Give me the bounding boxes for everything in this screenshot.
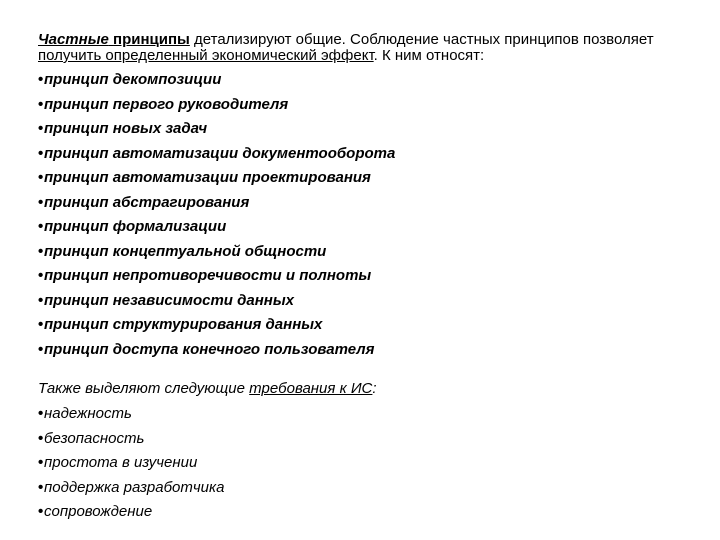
bullet-icon: • [38, 478, 44, 496]
intro-text-1: детализируют общие. Соблюдение частных принципов позволяет [189, 31, 654, 48]
bullet-icon: • [38, 242, 44, 260]
principle-item [38, 93, 708, 118]
bullet-icon: • [38, 71, 44, 88]
principle-item [38, 68, 708, 93]
requirement-text: сопровождение [44, 503, 153, 520]
principle-item [38, 313, 708, 338]
principle-item [38, 191, 708, 216]
bullet-icon: • [38, 120, 44, 137]
requirement-item [38, 402, 708, 427]
principle-item [38, 215, 708, 240]
requirement-text: простота в изучении [44, 454, 198, 471]
principle-text: принцип непротиворечивости и полноты [44, 267, 372, 284]
requirement-item [38, 427, 708, 452]
principles-list [38, 68, 708, 362]
requirement-item [38, 476, 708, 501]
requirement-text: надежность [44, 405, 132, 422]
requirement-item [38, 500, 708, 525]
bullet-icon: • [38, 429, 44, 447]
intro-paragraph [38, 32, 708, 64]
intro-term-italic: Частные [38, 31, 109, 48]
bullet-icon: • [38, 267, 44, 284]
principle-item [38, 117, 708, 142]
requirement-text: безопасность [44, 429, 145, 447]
bullet-icon: • [38, 193, 44, 211]
principle-text: принцип автоматизации проектирования [44, 169, 371, 186]
principle-text: принцип абстрагирования [44, 193, 250, 211]
bullet-icon: • [38, 340, 44, 358]
requirement-item [38, 451, 708, 476]
requirements-link[interactable]: требования к ИС [249, 380, 373, 397]
principle-item [38, 142, 708, 167]
section-gap [38, 362, 708, 380]
principle-text: принцип доступа конечного пользователя [44, 340, 375, 358]
principle-item [38, 264, 708, 289]
intro-term-bold: принципы [113, 31, 190, 48]
principle-text: принцип первого руководителя [44, 95, 289, 113]
bullet-icon: • [38, 316, 44, 333]
bullet-icon: • [38, 169, 44, 186]
principle-text: принцип концептуальной общности [44, 242, 327, 260]
intro-text-2: . К ним относят: [373, 47, 485, 64]
bullet-icon: • [38, 454, 44, 471]
bullet-icon: • [38, 218, 44, 235]
bullet-icon: • [38, 405, 44, 422]
bullet-icon: • [38, 503, 44, 520]
principle-item [38, 338, 708, 363]
principle-item [38, 289, 708, 314]
requirements-heading [38, 380, 708, 398]
principle-text: принцип автоматизации документооборота [44, 144, 396, 162]
bullet-icon: • [38, 95, 44, 113]
requirements-heading-text: Также выделяют следующие [38, 380, 250, 397]
bullet-icon: • [38, 144, 44, 162]
principle-text: принцип независимости данных [44, 291, 295, 309]
slide-content [38, 32, 708, 525]
bullet-icon: • [38, 291, 44, 309]
principle-text: принцип новых задач [44, 120, 208, 137]
principle-text: принцип структурирования данных [44, 316, 323, 333]
principle-item [38, 240, 708, 265]
requirements-list [38, 402, 708, 525]
intro-link-economic-effect[interactable]: получить определенный экономический эффект [38, 47, 374, 64]
requirement-text: поддержка разработчика [44, 478, 225, 496]
principle-item [38, 166, 708, 191]
principle-text: принцип формализации [44, 218, 227, 235]
principle-text: принцип декомпозиции [44, 71, 222, 88]
requirements-heading-colon: : [372, 380, 377, 397]
